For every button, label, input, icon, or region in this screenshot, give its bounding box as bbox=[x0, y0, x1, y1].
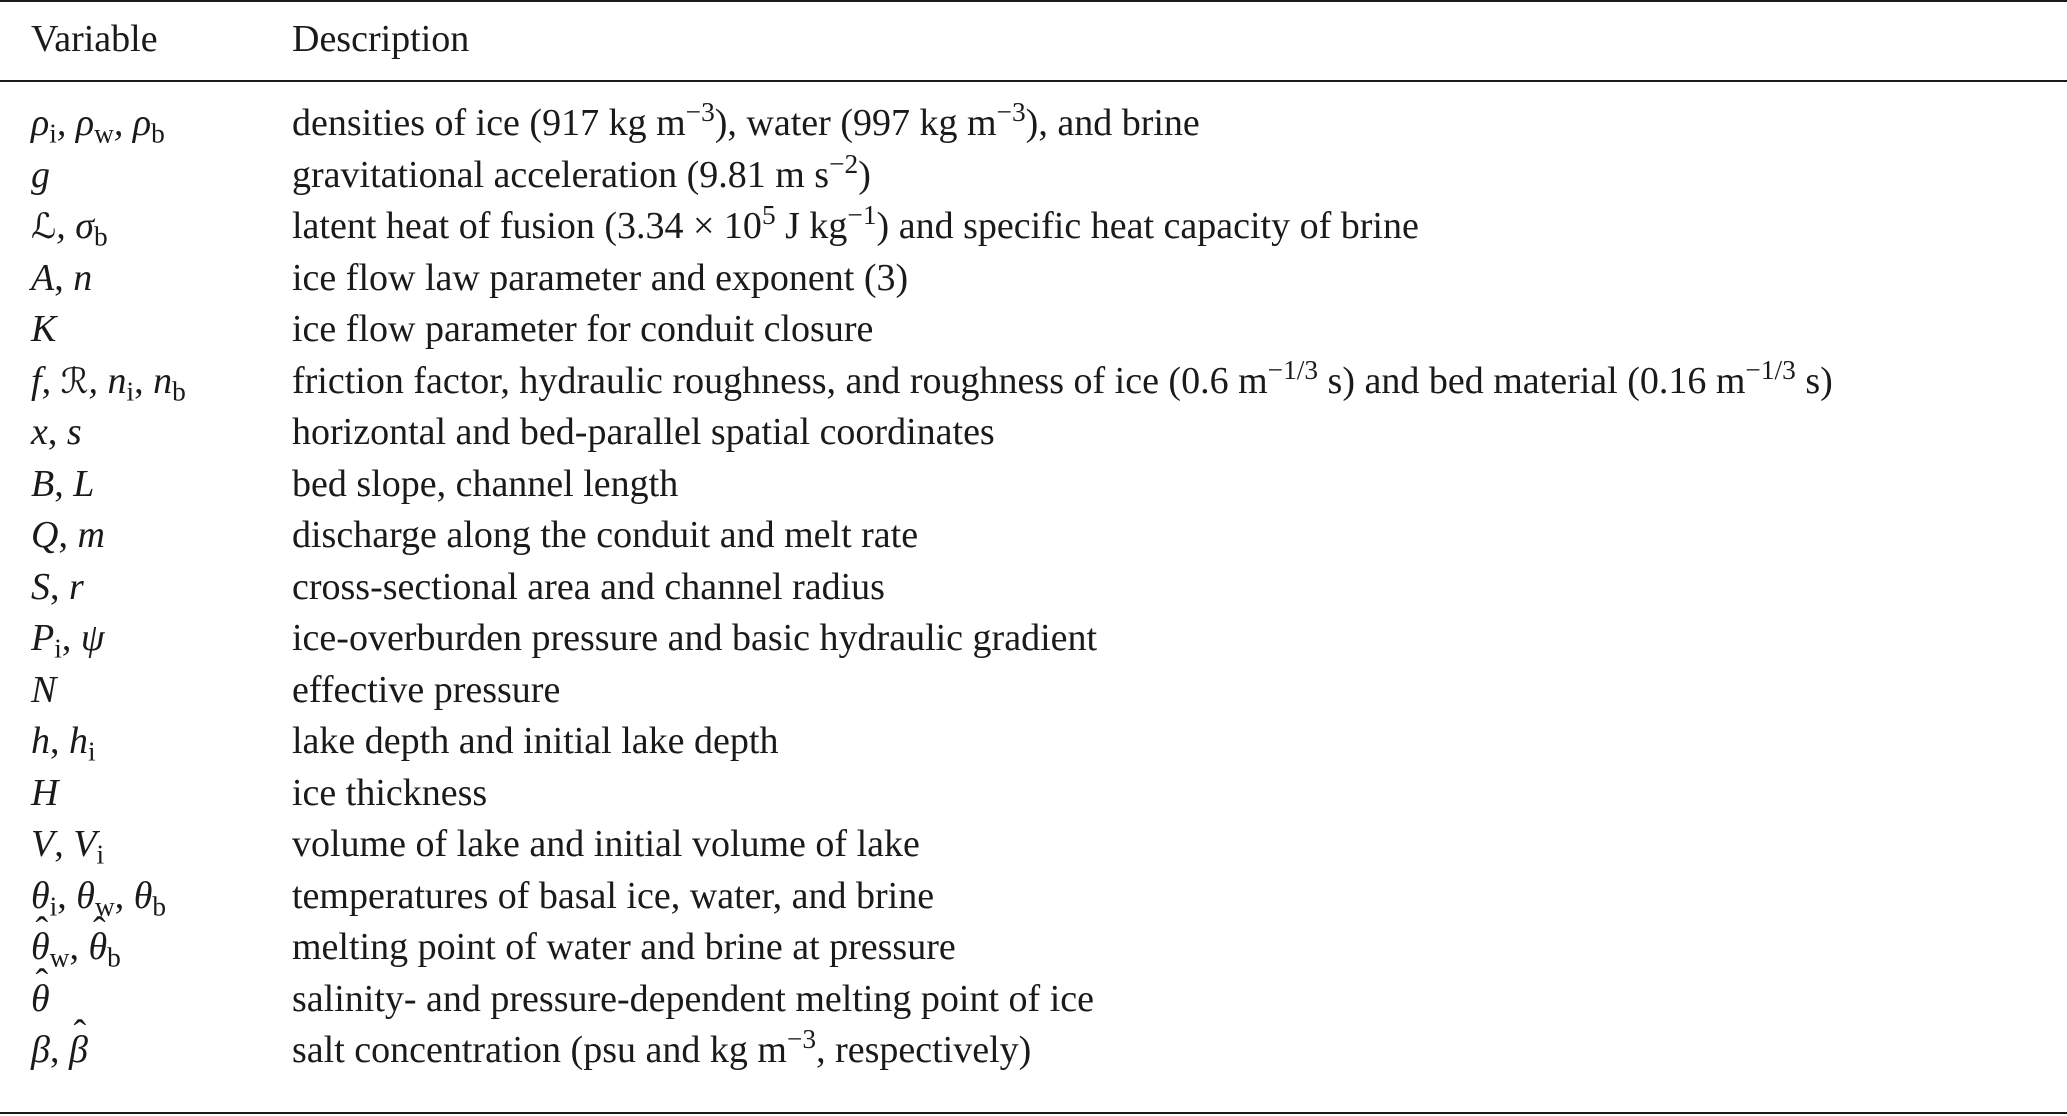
table-row bbox=[0, 150, 2067, 202]
table-row bbox=[0, 716, 2067, 768]
variable-cell: $\theta_i$, $\theta_w$, $\theta_b$ bbox=[31, 874, 167, 922]
table-row bbox=[0, 562, 2067, 614]
table-header-row bbox=[0, 14, 2067, 64]
table-header-rule bbox=[0, 80, 2067, 82]
table-row bbox=[0, 253, 2067, 305]
variable-cell: A, n bbox=[31, 256, 93, 299]
description-cell: horizontal and bed-parallel spatial coordinates bbox=[292, 411, 995, 453]
description-cell: cross-sectional area and channel radius bbox=[292, 565, 885, 608]
description-cell: salt concentration (psu and kg $m^{-3}$, respectively) bbox=[292, 1023, 1032, 1071]
table-row bbox=[0, 459, 2067, 511]
description-cell: lake depth and initial lake depth bbox=[292, 720, 779, 762]
table-row bbox=[0, 510, 2067, 562]
table-body bbox=[0, 98, 2067, 1077]
variable-cell: ˆ θ bbox=[31, 974, 50, 1026]
variable-cell: V, $V_i$ bbox=[31, 823, 105, 870]
variable-cell: h, $h_i$ bbox=[31, 720, 96, 767]
description-cell: melting point of water and brine at pressure bbox=[292, 926, 956, 968]
table-row bbox=[0, 974, 2067, 1026]
table-row bbox=[0, 665, 2067, 717]
description-cell: ice flow parameter for conduit closure bbox=[292, 308, 874, 350]
description-cell: gravitational acceleration (9.81 m $s^{-2}$) bbox=[292, 148, 871, 196]
table-row bbox=[0, 819, 2067, 871]
description-cell: friction factor, hydraulic roughness, and roughness of ice (0.6 $m^{-1/3}$ s) and bed material (0.16 $m^{-1/3}$ s) bbox=[292, 354, 1833, 402]
table-row bbox=[0, 613, 2067, 665]
table-top-rule bbox=[0, 0, 2067, 2]
table-row bbox=[0, 356, 2067, 408]
variable-cell: K bbox=[31, 308, 57, 350]
variable-cell: β, ˆ β bbox=[31, 1025, 88, 1077]
table-bottom-rule bbox=[0, 1112, 2067, 1114]
variable-cell: ˆ $\theta_w$, ˆ $\theta_b$ bbox=[31, 922, 121, 974]
description-cell: ice-overburden pressure and basic hydraulic gradient bbox=[292, 617, 1098, 659]
description-cell: temperatures of basal ice, water, and brine bbox=[292, 874, 935, 917]
variable-cell: f, ℛ, $n_i$, $n_b$ bbox=[31, 359, 186, 407]
description-cell: ice flow law parameter and exponent (3) bbox=[292, 256, 909, 299]
description-cell: effective pressure bbox=[292, 668, 561, 711]
description-cell: salinity- and pressure-dependent melting point of ice bbox=[292, 977, 1094, 1020]
description-cell: bed slope, channel length bbox=[292, 462, 679, 505]
description-cell: densities of ice (917 kg $m^{-3}$), water (997 kg $m^{-3}$), and brine bbox=[292, 96, 1200, 144]
variable-cell: Q, m bbox=[31, 514, 105, 556]
variable-cell: S, r bbox=[31, 565, 84, 608]
variable-cell: H bbox=[31, 771, 59, 814]
variable-cell: N bbox=[31, 668, 57, 711]
table-row bbox=[0, 304, 2067, 356]
variable-cell: B, L bbox=[31, 462, 95, 505]
table-row bbox=[0, 768, 2067, 820]
header-variable: Variable bbox=[31, 18, 158, 60]
description-cell: discharge along the conduit and melt rate bbox=[292, 514, 919, 556]
variable-cell: $P_i$, ψ bbox=[31, 617, 105, 664]
variable-cell: ℒ, $\sigma_b$ bbox=[31, 205, 108, 252]
description-cell: ice thickness bbox=[292, 771, 488, 814]
table-row bbox=[0, 1025, 2067, 1077]
variable-cell: x, s bbox=[31, 411, 82, 453]
description-cell: volume of lake and initial volume of lake bbox=[292, 823, 920, 865]
variable-cell: $\rho_i$, $\rho_w$, $\rho_b$ bbox=[31, 102, 165, 149]
variable-cell: g bbox=[31, 153, 50, 196]
table-row bbox=[0, 871, 2067, 923]
table-row bbox=[0, 201, 2067, 253]
description-cell: latent heat of fusion ($3.34 \times 10^5$ J $kg^{-1}$) and specific heat capacity of brine bbox=[292, 199, 1419, 247]
table-row bbox=[0, 922, 2067, 974]
header-description: Description bbox=[292, 18, 470, 60]
table-row bbox=[0, 407, 2067, 459]
table-row bbox=[0, 98, 2067, 150]
